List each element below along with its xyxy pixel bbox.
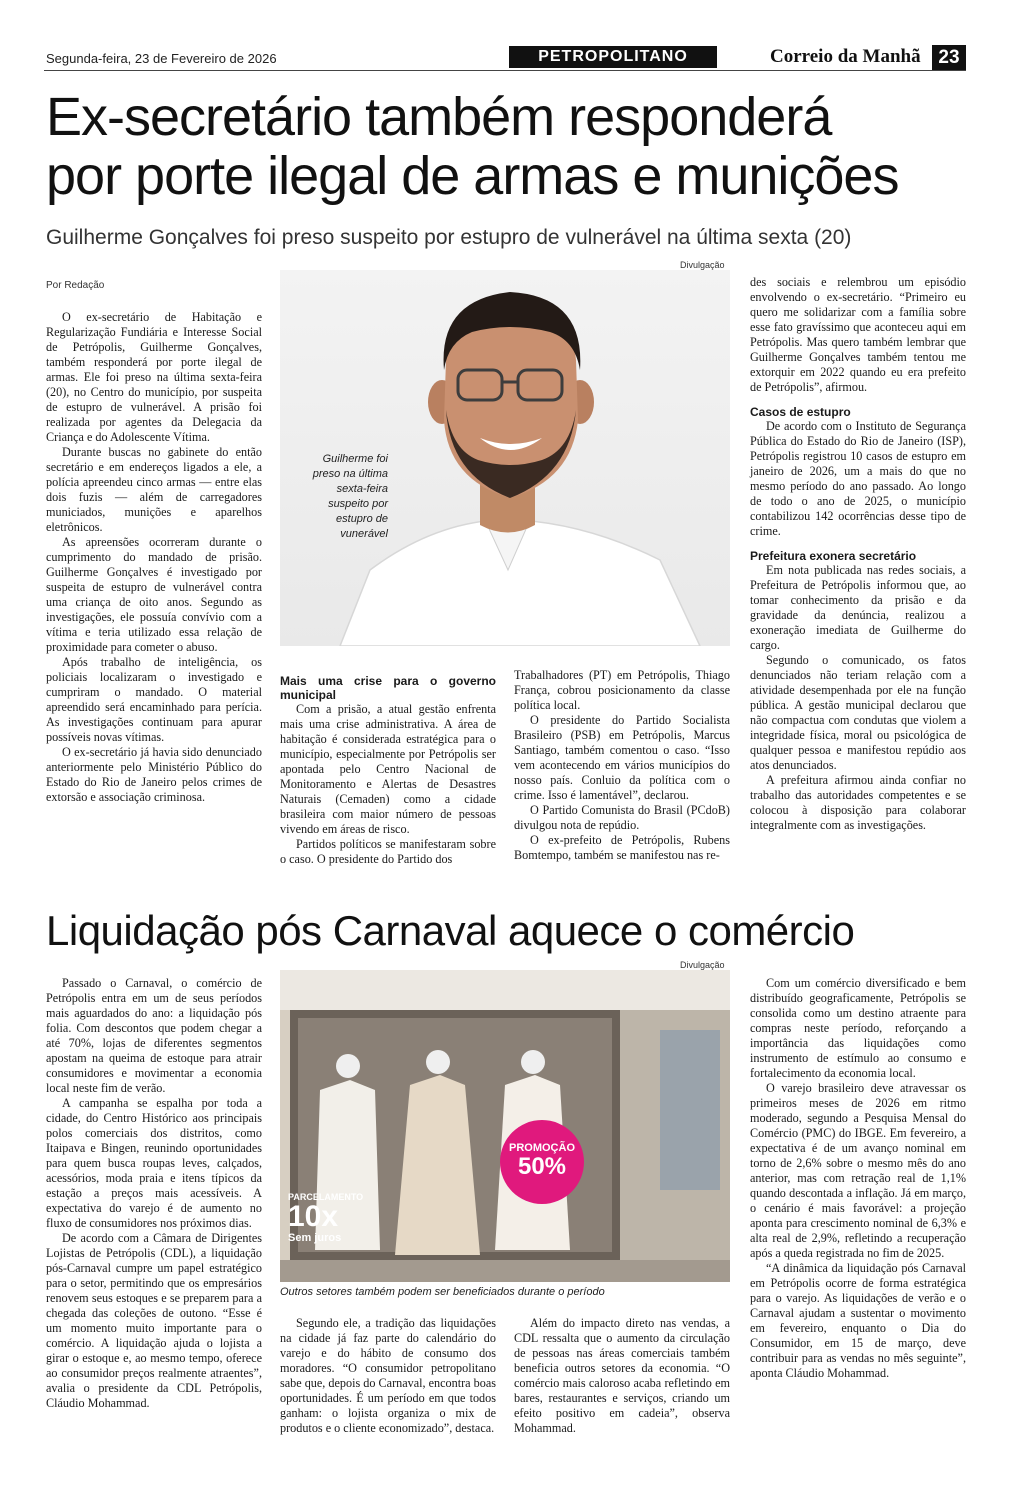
article1-subtitle: Guilherme Gonçalves foi preso suspeito por estupro de vulnerável na última sexta (20): [46, 226, 852, 249]
paragraph: As apreensões ocorreram durante o cumprimento do mandado de prisão. Guilherme Gonçalves é investigado por suspeita de estupro de vulnerável contra uma criança de oito anos. Segundo as investigações, ele possuía convívio com a vítima e teria utilizado essa relação de proximidade para cometer o abuso.: [46, 535, 262, 654]
promo-sign: [500, 1120, 584, 1204]
paragraph: Com um comércio diversificado e bem distribuído geograficamente, Petrópolis se consolida como um destino atraente para compras neste período, reforçando a importância das liquidações como instrumento de estímulo ao consumo e fortalecimento da economia local.: [750, 976, 966, 1080]
paragraph: De acordo com o Instituto de Segurança Pública do Estado do Rio de Janeiro (ISP), Petrópolis registrou 10 casos de estupro em janeiro de 2026, um a mais do que no mesmo período do ano passado. Ao longo de todo o ano de 2025, o município contabilizou 142 ocorrências desse tipo de crime.: [750, 419, 966, 538]
paragraph: O varejo brasileiro deve atravessar os primeiros meses de 2026 em ritmo moderado, segundo a Pesquisa Mensal do Comércio (PMC) do IBGE. Em fevereiro, a expectativa é de um avanço nominal em torno de 2,6% sobre o mesmo mês do ano anterior, mas com retração real de 1,1% quando descontada a inflação. Já em março, o cenário é mais favorável: a projeção aponta para crescimento nominal de 6,3% e alta real de 2,9%, refletindo a recuperação após a queda registrada no fim de 2025.: [750, 1081, 966, 1260]
headline-line2: por porte ilegal de armas e munições: [46, 146, 899, 206]
paragraph: O ex-secretário de Habitação e Regularização Fundiária e Interesse Social de Petrópolis, Guilherme Gonçalves, também responderá por porte ilegal de armas. Ele foi preso na última sexta-feira (20), no Centro do município, por suspeita de estupro de vulnerável. A prisão foi realizada por agentes da Delegacia da Criança e do Adolescente Vítima.: [46, 310, 262, 444]
photo-caption: Guilherme foi preso na última sexta-feira suspeito por estupro de vunerável: [312, 453, 388, 540]
byline: Por Redação: [46, 280, 105, 291]
promo-label: PROMOÇÃO: [509, 1142, 575, 1154]
photo-credit: Divulgação: [680, 960, 725, 970]
paragraph: Durante buscas no gabinete do então secretário e em endereços ligados a ele, a polícia apreendeu cinco armas — entre elas dois fuzis — além de carregadores municiados, munições e aparelhos eletrônicos.: [46, 445, 262, 534]
paragraph: Partidos políticos se manifestaram sobre o caso. O presidente do Partido dos: [280, 837, 496, 866]
edition-date: Segunda-feira, 23 de Fevereiro de 2026: [46, 51, 277, 66]
paragraph: O presidente do Partido Socialista Brasileiro (PSB) em Petrópolis, Marcus Santiago, também comentou o caso. “Isso vem acontecendo em vários municípios do nosso país. Conluio da política com o crime. Isso é lamentável”, declarou.: [514, 713, 730, 802]
paragraph: A prefeitura afirmou ainda confiar no trabalho das autoridades competentes e se colocou à disposição para colaborar integralmente com as investigações.: [750, 773, 966, 832]
paragraph: Segundo o comunicado, os fatos denunciados não teriam relação com a atividade desempenhada por ele na função pública. A gestão municipal declarou que não compactua com condutas que violem a integridade física, moral ou psicológica de qualquer pessoa e manifestou repúdio aos atos denunciados.: [750, 653, 966, 772]
article1-column-1: [46, 310, 262, 805]
section-label: PETROPOLITANO: [509, 46, 717, 68]
article2-column-1: [46, 976, 262, 1411]
paragraph: Em nota publicada nas redes sociais, a Prefeitura de Petrópolis informou que, ao tomar conhecimento da prisão e da gravidade da denúncia, realizou a exoneração imediata de Guilherme do cargo.: [750, 563, 966, 652]
paragraph: Passado o Carnaval, o comércio de Petrópolis entra em um de seus períodos mais aguardados do ano: a liquidação pós folia. Com descontos que podem chegar a até 70%, lojas de diferentes segmentos apostam na queima de estoque para atrair consumidores e movimentar a economia local neste fim de verão.: [46, 976, 262, 1095]
paragraph: O ex-secretário já havia sido denunciado anteriormente pelo Ministério Público do Estado do Rio de Janeiro pelos crimes de extorsão e associação criminosa.: [46, 745, 262, 804]
paragraph: Segundo ele, a tradição das liquidações na cidade já faz parte do calendário do varejo e do hábito de consumo dos moradores. “O consumidor petropolitano sabe que, depois do Carnaval, encontra boas oportunidades. É um período em que todos ganham: o lojista organiza o mix de produtos e o cliente economizado”, destaca.: [280, 1316, 496, 1435]
storefront-photo: [280, 970, 730, 1282]
article2-column-3: [514, 1316, 730, 1436]
paragraph: Após trabalho de inteligência, os policiais localizaram o investigado e cumpriram o mandado. O material apreendido será encaminhado para perícia. As investigações continuam para apurar possíveis novas vítimas.: [46, 655, 262, 744]
article2-headline: Liquidação pós Carnaval aquece o comércio: [46, 907, 855, 954]
article1-column-3: [514, 668, 730, 863]
article2-column-2: [280, 1316, 496, 1436]
page-number: 23: [932, 45, 966, 70]
photo-caption: Outros setores também podem ser beneficiados durante o período: [280, 1286, 605, 1298]
paragraph: A campanha se espalha por toda a cidade, do Centro Histórico aos principais polos comerciais dos distritos, como Itaipava e Bingen, reunindo oportunidades para quem busca roupas leves, calçados, acessórios, moda praia e itens típicos da estação a preços mais acessíveis. A expectativa do varejo é de aumento no fluxo de consumidores nos próximos dias.: [46, 1096, 262, 1230]
paragraph: Além do impacto direto nas vendas, a CDL ressalta que o aumento da circulação de pessoas nas áreas comerciais também beneficia outros setores da economia. “O comércio mais caloroso acaba refletindo em bares, restaurantes e serviços, criando um efeito positivo em cadeia”, observa Mohammad.: [514, 1316, 730, 1435]
article1-headline: [46, 88, 976, 206]
header-divider: [44, 70, 966, 71]
subheading: Casos de estupro: [750, 405, 851, 419]
paragraph: De acordo com a Câmara de Dirigentes Lojistas de Petrópolis (CDL), a liquidação pós-Carnaval cumpre um papel estratégico para o setor, permitindo que os empresários renovem seus estoques e se preparem para a chegada das coleções de outono. “Esse é um momento muito importante para o comércio. A liquidação ajuda o lojista a girar o estoque e, ao mesmo tempo, oferece ao consumidor preços realmente atraentes”, avalia o presidente da CDL Petrópolis, Cláudio Mohammad.: [46, 1231, 262, 1410]
installment-note: Sem juros: [288, 1232, 342, 1244]
newspaper-logo: Correio da Manhã: [770, 46, 921, 67]
installment-label: PARCELAMENTO: [288, 1192, 364, 1202]
paragraph: Com a prisão, a atual gestão enfrenta mais uma crise administrativa. A área de habitação é considerada estratégica para o município, especialmente por Petrópolis ser apontada pelo Centro Nacional de Monitoramento e Alertas de Desastres Naturais (Cemaden) como a cidade brasileira com maior número de pessoas vivendo em áreas de risco.: [280, 702, 496, 836]
article1-column-4: [750, 275, 966, 833]
paragraph: des sociais e relembrou um episódio envolvendo o ex-secretário. “Primeiro eu quero me solidarizar com a família sobre esse fato gravíssimo que aconteceu aqui em Petrópolis. Mas quero também lembrar que Guilherme Gonçalves também tentou me extorquir em 2022 quando eu era prefeito de Petrópolis”, afirmou.: [750, 275, 966, 394]
paragraph: O ex-prefeito de Petrópolis, Rubens Bomtempo, também se manifestou nas re-: [514, 833, 730, 862]
installment-count: 10x: [288, 1200, 339, 1233]
installment-sign: [288, 1192, 372, 1244]
article2-column-4: [750, 976, 966, 1381]
subheading: Mais uma crise para o governo municipal: [280, 674, 496, 702]
promo-percent: 50%: [517, 1153, 567, 1180]
subheading: Prefeitura exonera secretário: [750, 549, 917, 563]
paragraph: “A dinâmica da liquidação pós Carnaval em Petrópolis ocorre de forma estratégica para o varejo. As liquidações de verão e o Carnaval ajudam a sustentar o movimento em fevereiro, enquanto o Dia do Consumidor, em 15 de março, deve contribuir para as vendas no mês seguinte”, aponta Cláudio Mohammad.: [750, 1261, 966, 1380]
paragraph: Trabalhadores (PT) em Petrópolis, Thiago França, cobrou posicionamento da classe política local.: [514, 668, 730, 712]
photo-credit: Divulgação: [680, 260, 725, 270]
paragraph: O Partido Comunista do Brasil (PCdoB) divulgou nota de repúdio.: [514, 803, 730, 832]
portrait-photo: [280, 270, 730, 646]
article1-column-2: [280, 668, 496, 867]
headline-line1: Ex-secretário também responderá: [46, 87, 832, 147]
